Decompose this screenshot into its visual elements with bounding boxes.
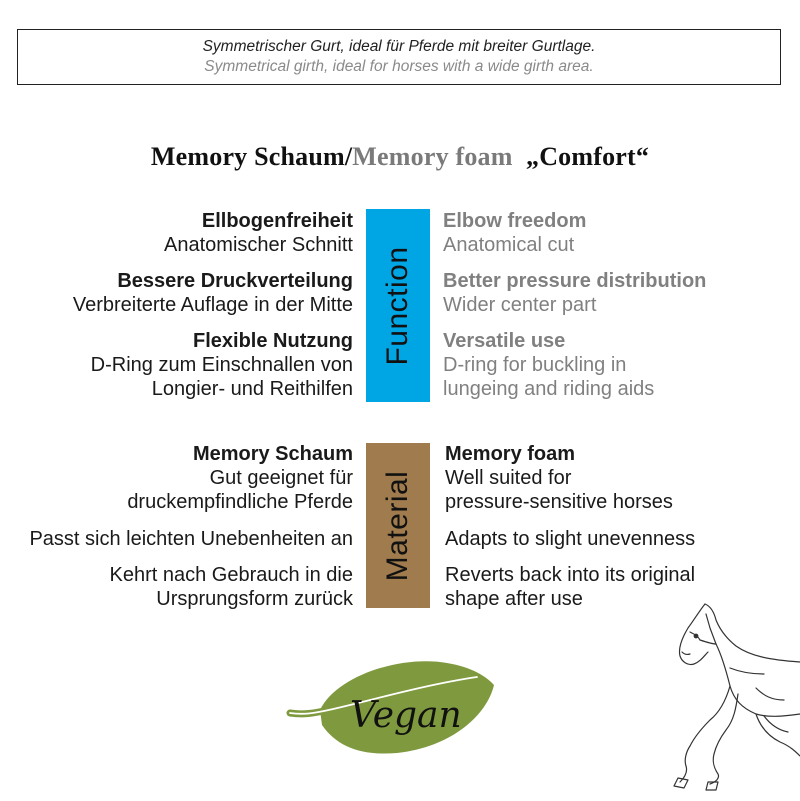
item-line: Reverts back into its original (445, 564, 696, 586)
info-text-en: Symmetrical girth, ideal for horses with a wide girth area. (204, 58, 594, 75)
item-line: Anatomischer Schnitt (164, 234, 353, 256)
function-right-item (443, 209, 586, 257)
title-quote: „Comfort“ (526, 142, 650, 171)
info-text-de: Symmetrischer Gurt, ideal für Pferde mit breiter Gurtlage. (202, 38, 596, 55)
item-line: Ursprungsform zurück (156, 588, 353, 610)
item-title: Memory foam (445, 443, 576, 465)
function-bar (366, 209, 430, 402)
item-title: Better pressure distribution (443, 270, 707, 292)
page-title (0, 141, 800, 173)
info-box (17, 29, 781, 85)
horse-sketch-icon (660, 596, 800, 796)
item-line: Passt sich leichten Unebenheiten an (29, 528, 353, 550)
item-title: Elbow freedom (443, 210, 587, 232)
item-line: Adapts to slight unevenness (445, 528, 696, 550)
item-line: D-Ring zum Einschnallen von (90, 354, 353, 376)
item-line: druckempfindliche Pferde (127, 491, 353, 513)
title-en: Memory foam (352, 142, 513, 171)
item-line: Well suited for (445, 467, 572, 489)
title-de: Memory Schaum/ (150, 142, 353, 171)
item-line: pressure-sensitive horses (445, 491, 673, 513)
item-line: Wider center part (443, 294, 597, 316)
item-line: Gut geeignet für (209, 467, 353, 489)
material-left-item (29, 527, 353, 551)
function-label: Function (381, 245, 414, 366)
item-line: D-ring for buckling in (443, 354, 627, 376)
vegan-badge (282, 655, 512, 765)
item-title: Bessere Druckverteilung (117, 270, 353, 292)
item-title: Versatile use (443, 330, 566, 352)
function-left-item (73, 269, 353, 317)
material-left-item (110, 563, 354, 611)
function-right-item (443, 329, 654, 401)
material-bar (366, 443, 430, 608)
item-line: shape after use (445, 588, 583, 610)
function-left-item (91, 329, 353, 401)
item-line: lungeing and riding aids (443, 378, 655, 400)
item-title: Ellbogenfreiheit (201, 210, 353, 232)
material-right-item (445, 527, 695, 551)
item-title: Memory Schaum (192, 443, 353, 465)
function-right-item (443, 269, 706, 317)
item-line: Verbreiterte Auflage in der Mitte (72, 294, 353, 316)
leaf-icon (282, 655, 512, 765)
material-label: Material (381, 470, 414, 581)
material-right-item (445, 563, 695, 611)
item-line: Anatomical cut (443, 234, 575, 256)
material-right-item (445, 442, 673, 514)
function-left-item (164, 209, 353, 257)
item-title: Flexible Nutzung (193, 330, 353, 352)
item-line: Longier- und Reithilfen (151, 378, 353, 400)
vegan-text: Vegan (350, 695, 462, 736)
item-line: Kehrt nach Gebrauch in die (109, 564, 353, 586)
material-left-item (127, 442, 353, 514)
